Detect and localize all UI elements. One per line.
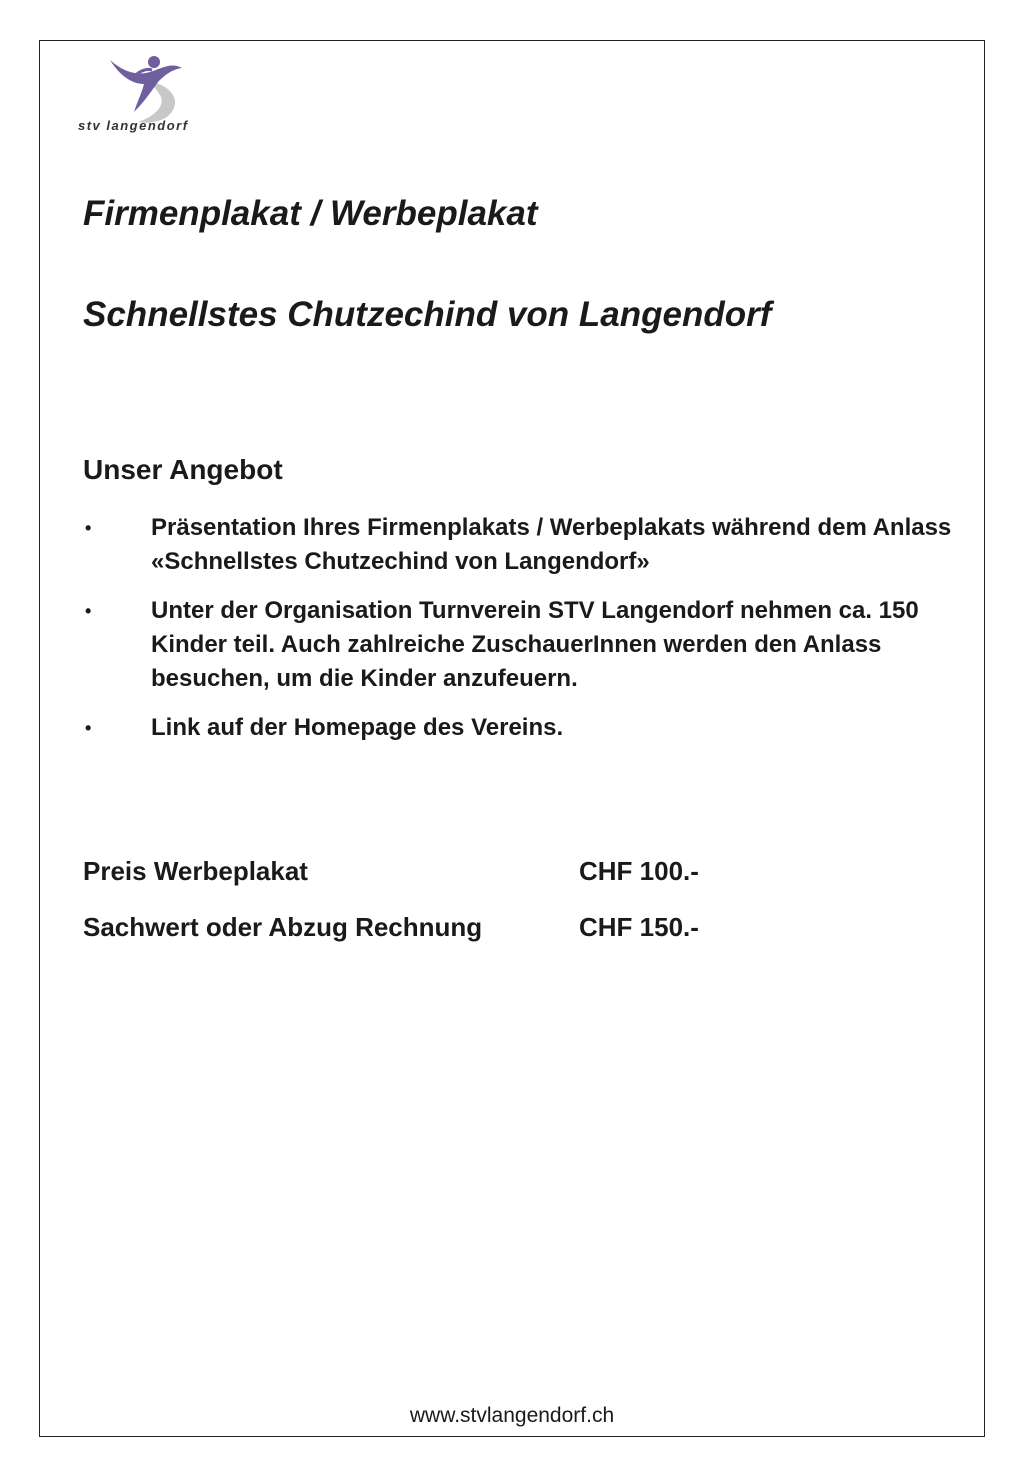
price-value: CHF 150.-: [579, 912, 699, 942]
stv-langendorf-logo: [72, 50, 200, 136]
bullet-icon: •: [85, 718, 92, 738]
price-row: [83, 852, 699, 908]
price-value: CHF 100.-: [579, 856, 699, 886]
list-item: [83, 711, 953, 745]
offer-item-text: Präsentation Ihres Firmenplakats / Werbeplakats während dem Anlass «Schnellstes Chutzechind von Langendorf»: [151, 514, 952, 575]
poster-title: Firmenplakat / Werbeplakat: [83, 194, 538, 233]
bullet-icon: •: [85, 518, 92, 538]
price-label: Sachwert oder Abzug Rechnung: [83, 912, 483, 942]
offer-item-text: Link auf der Homepage des Vereins.: [151, 714, 564, 741]
list-item: [83, 594, 953, 696]
offer-item-text: Unter der Organisation Turnverein STV Langendorf nehmen ca. 150 Kinder teil. Auch zahlreiche ZuschauerInnen werden den Anlass besuchen, um die Kinder anzufeuern.: [151, 597, 919, 692]
offer-heading: Unser Angebot: [83, 454, 283, 485]
price-table: [83, 852, 699, 964]
event-title: Schnellstes Chutzechind von Langendorf: [83, 295, 772, 334]
logo-wordmark: stv langendorf: [78, 118, 189, 133]
bullet-icon: •: [85, 601, 92, 621]
list-item: [83, 511, 953, 579]
footer-url: www.stvlangendorf.ch: [409, 1404, 615, 1427]
offer-list: [83, 511, 953, 760]
price-label: Preis Werbeplakat: [83, 856, 308, 886]
price-row: [83, 908, 699, 964]
